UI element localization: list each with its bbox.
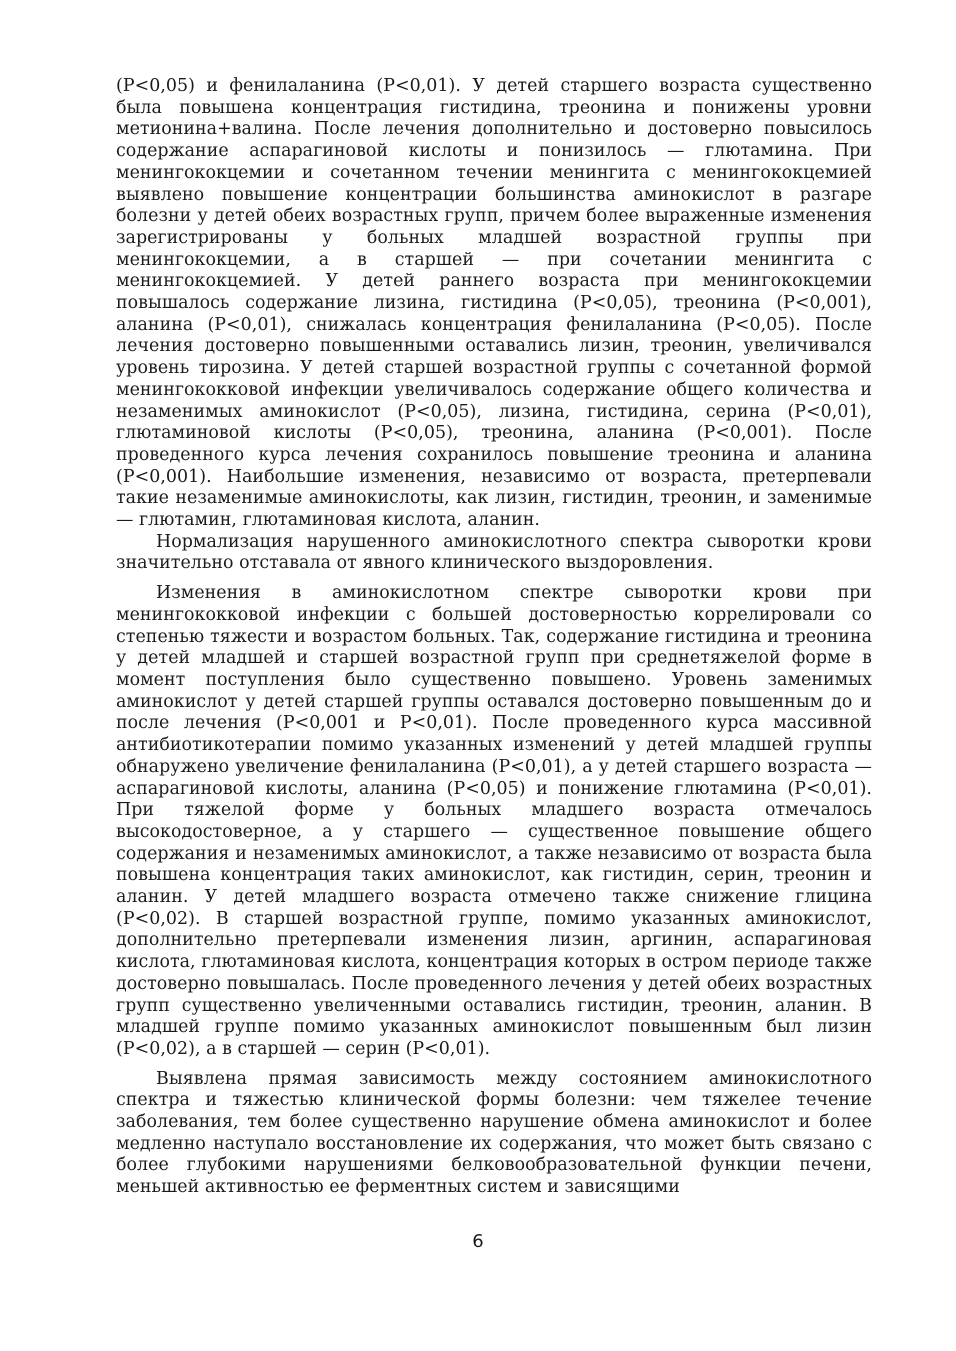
paragraph-normalization: Нормализация нарушенного аминокислотного спектра сыворотки крови значительно отставала от явного клинического выздоровления. (116, 531, 872, 574)
paragraph-severity-correlation: Изменения в аминокислотном спектре сыворотки крови при менингококковой инфекции с большей достоверностью коррелировали со степенью тяжести и возрастом больных. Так, содержание гистидина и треонина у детей младшей и старшей возрастной групп при среднетяжелой форме в момент поступления было существенно повышено. Уровень заменимых аминокислот у детей старшей группы оставался достоверно повышенным до и после лечения (P<0,001 и P<0,01). После проведенного курса массивной антибиотикотерапии помимо указанных изменений у детей младшей группы обнаружено увеличение фенилаланина (P<0,01), а у детей старшего возраста — аспарагиновой кислоты, аланина (P<0,05) и понижение глютамина (P<0,01). При тяжелой форме у больных младшего возраста отмечалось высокодостоверное, а у старшего — существенное повышение общего содержания и незаменимых аминокислот, а также независимо от возраста была повышена концентрация таких аминокислот, как гистидин, серин, треонин и аланин. У детей младшего возраста отмечено также снижение глицина (P<0,02). В старшей возрастной группе, помимо указанных аминокислот, дополнительно претерпевали изменения лизин, аргинин, аспарагиновая кислота, глютаминовая кислота, концентрация которых в остром периоде также достоверно повышалась. После проведенного лечения у детей обеих возрастных групп существенно увеличенными оставались гистидин, треонин, аланин. В младшей группе помимо указанных аминокислот повышенным был лизин (P<0,02), а в старшей — серин (P<0,01). (116, 583, 872, 1059)
page-body (116, 76, 872, 1199)
paragraph-continued: (P<0,05) и фенилаланина (P<0,01). У детей старшего возраста существенно была повышена концентрация гистидина, треонина и понижены уровни метионина+валина. После лечения дополнительно и достоверно повысилось содержание аспарагиновой кислоты и понизилось — глютамина. При менингококцемии и сочетанном течении менингита с менингококцемией выявлено повышение концентрации большинства аминокислот в разгаре болезни у детей обеих возрастных групп, причем более выраженные изменения зарегистрированы у больных младшей возрастной группы при менингококцемии, а в старшей — при сочетании менингита с менингококцемией. У детей раннего возраста при менингококцемии повышалось содержание лизина, гистидина (P<0,05), треонина (P<0,001), аланина (P<0,01), снижалась концентрация фенилаланина (P<0,05). После лечения достоверно повышенными оставались лизин, треонин, увеличивался уровень тирозина. У детей старшей возрастной группы с сочетанной формой менингококковой инфекции увеличивалось содержание общего количества и незаменимых аминокислот (P<0,05), лизина, гистидина, серина (P<0,01), глютаминовой кислоты (P<0,05), треонина, аланина (P<0,001). После проведенного курса лечения сохранилось повышение треонина и аланина (P<0,001). Наибольшие изменения, независимо от возраста, претерпевали такие незаменимые аминокислоты, как лизин, гистидин, треонин, и заменимые — глютамин, глютаминовая кислота, аланин. (116, 76, 872, 531)
page-number: 6 (472, 1231, 484, 1252)
paragraph-conclusion: Выявлена прямая зависимость между состоянием аминокислотного спектра и тяжестью клинической формы болезни: чем тяжелее течение заболевания, тем более существенно нарушение обмена аминокислот и более медленно наступало восстановление их содержания, что может быть связано с более глубокими нарушениями белковообразовательной функции печени, меньшей активностью ее ферментных систем и зависящими (116, 1068, 872, 1198)
